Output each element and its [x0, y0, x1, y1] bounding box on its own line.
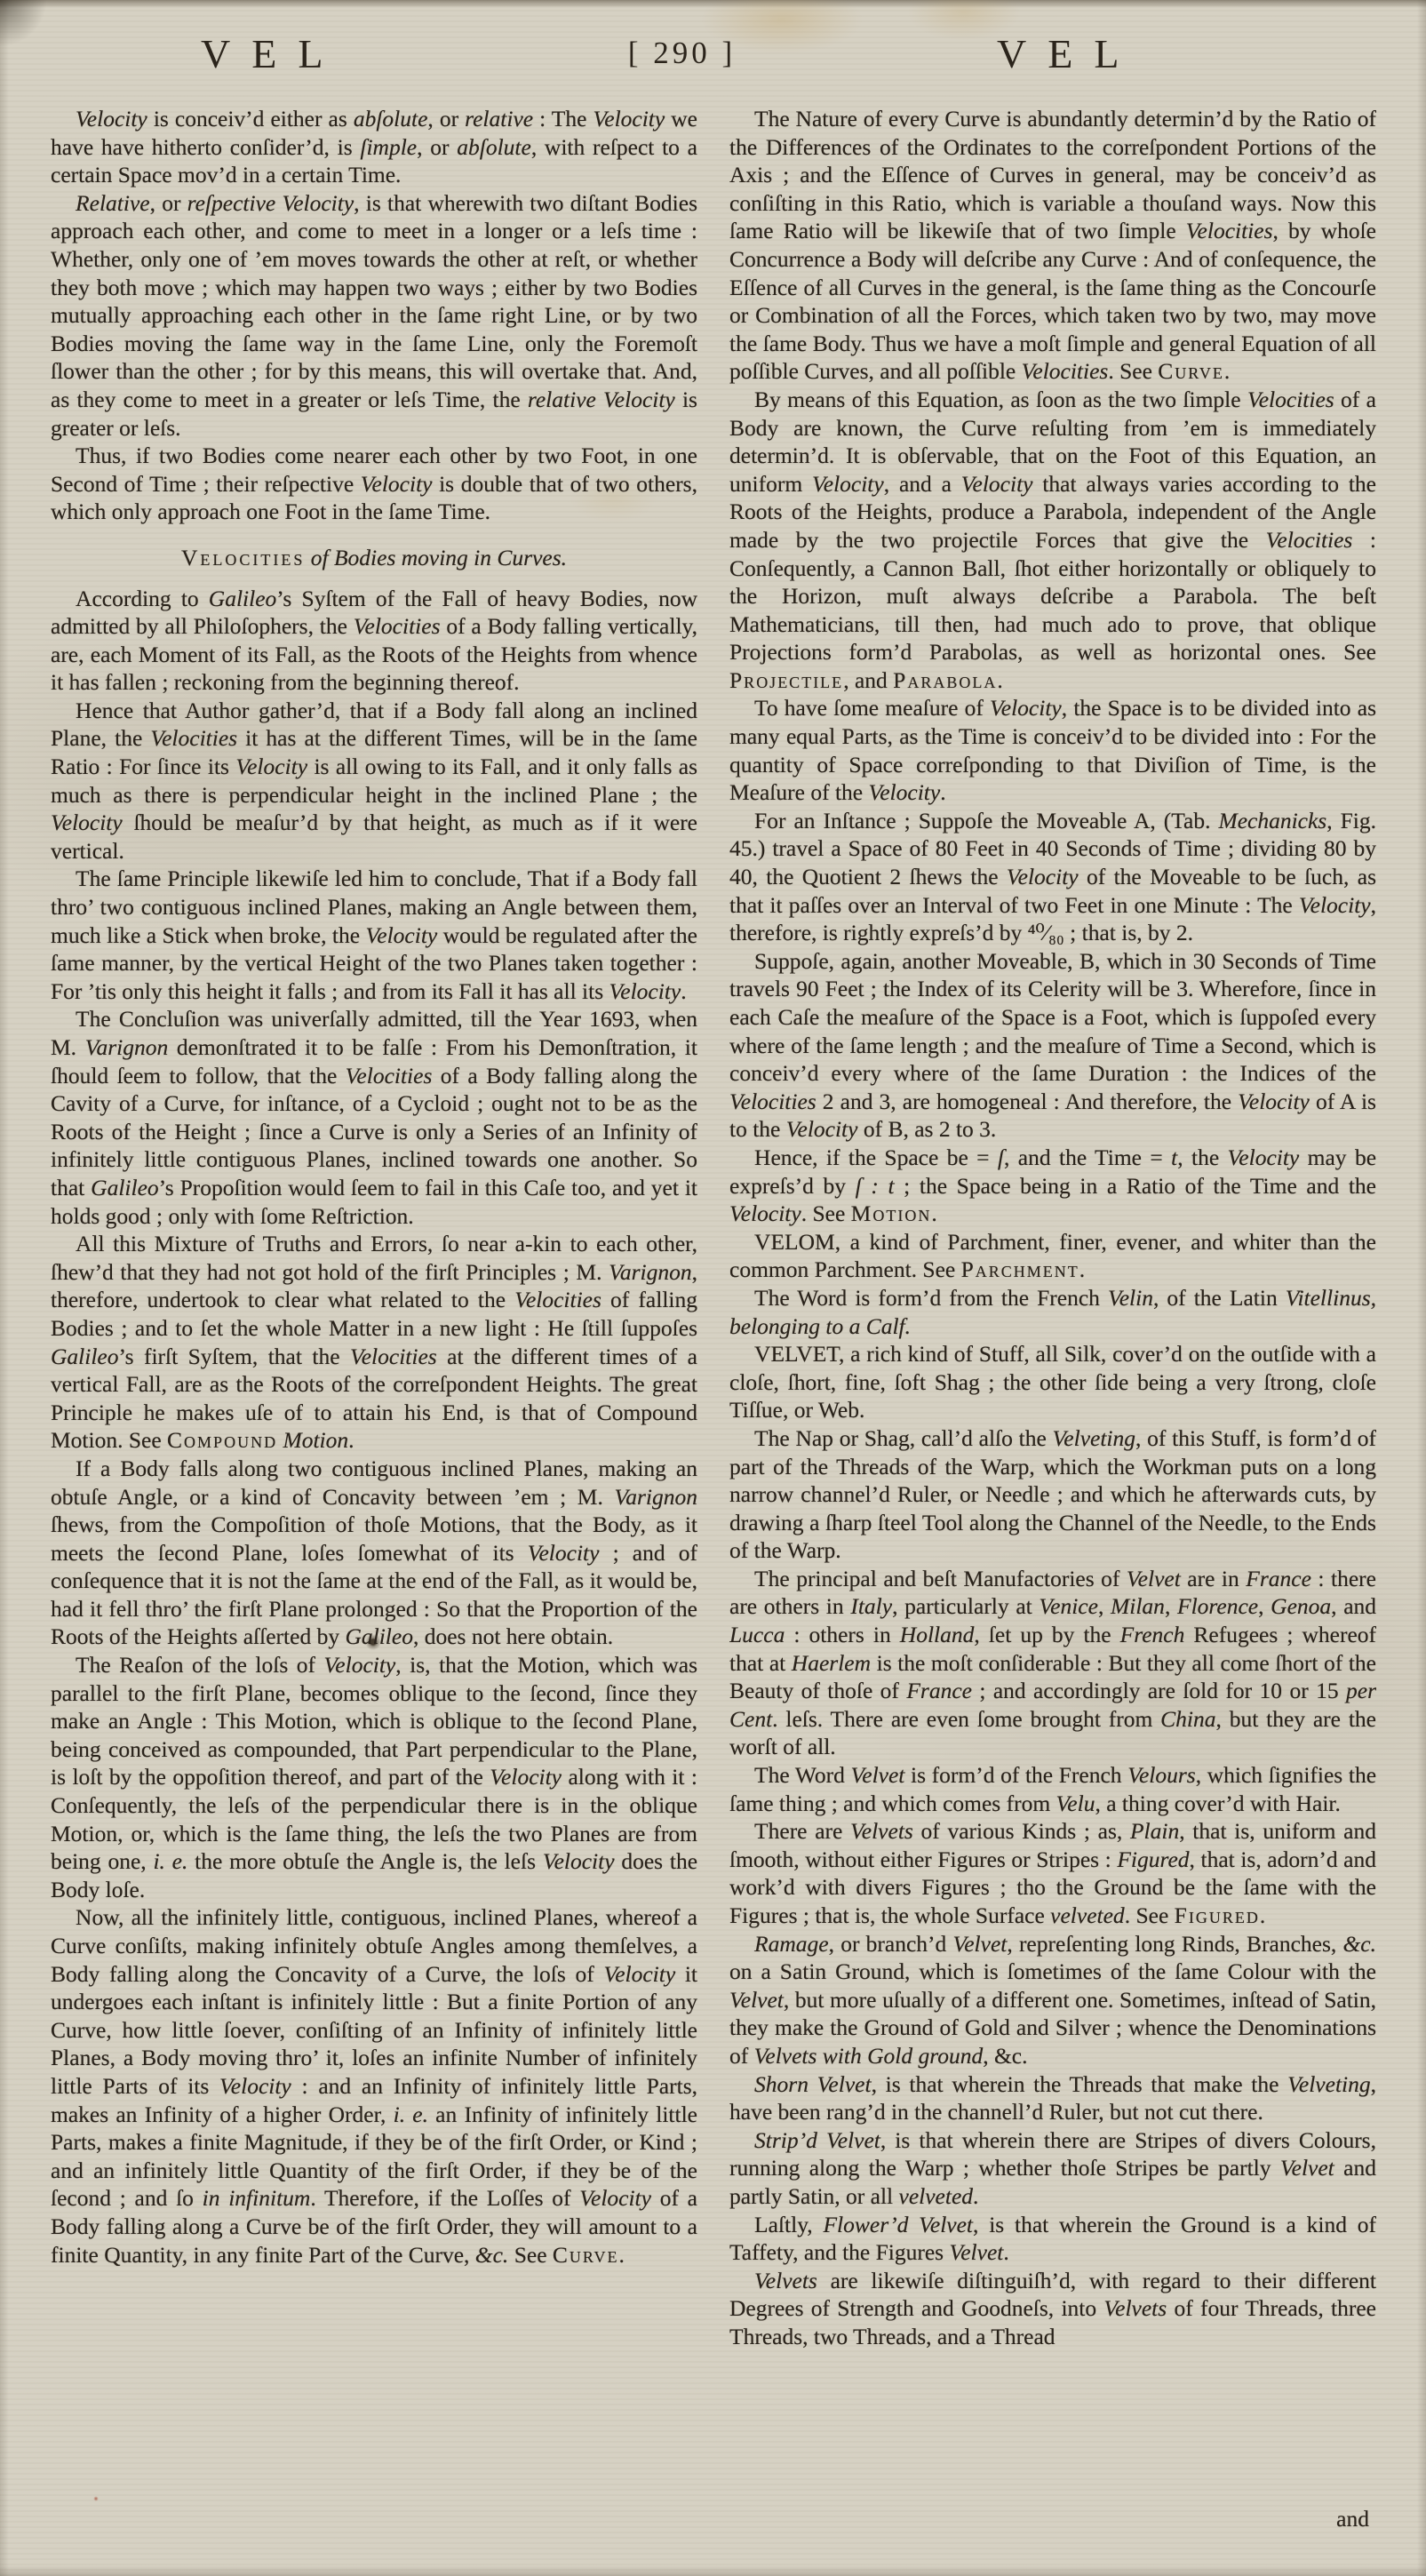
paragraph: If a Body falls along two contiguous inclined Planes, making an obtuſe Angle, or a kind of Concavity between ’em ; M. Varignon ſhews, from the Compoſition of thoſe Motions, that the Body, as it meets the ſecond Plane, loſes ſomewhat of its Velocity ; and of conſequence that it is not the ſame at the end of the Fall, as it would be, had it fell thro’ the firſt Plane prolonged : So that the Proportion of the Roots of the Heights aſſerted by Galileo, does not here obtain. [51, 1455, 697, 1650]
paragraph: VELOM, a kind of Parchment, finer, evener, and whiter than the common Parchment. See Parchment. [729, 1228, 1376, 1283]
paragraph: Hence that Author gather’d, that if a Body fall along an inclined Plane, the Velocities it has at the different Times, will be in the ſame Ratio : For ſince its Velocity is all owing to its Fall, and it only falls as much as there is perpendicular height in the inclined Plane ; the Velocity ſhould be meaſur’d by that height, as much as if it were vertical. [51, 697, 697, 864]
paragraph: Velvets are likewiſe diſtinguiſh’d, with regard to their different Degrees of Strength and Goodneſs, into Velvets of four Threads, three Threads, two Threads, and a Thread [729, 2267, 1376, 2349]
text-columns [51, 105, 1376, 2540]
paragraph: To have ſome meaſure of Velocity, the Space is to be divided into as many equal Parts, as the Time is conceiv’d to be divided into : For the quantity of Space correſponding to that Diviſion of Time, is the Meaſure of the Velocity. [729, 695, 1376, 806]
header-right-word: VEL [997, 31, 1141, 76]
header-left-word: VEL [201, 31, 345, 76]
paragraph: Now, all the infinitely little, contiguous, inclined Planes, whereof a Curve conſiſts, making infinitely obtuſe Angles among themſelves, a Body falling along the Concavity of a Curve, the loſs of Velocity it undergoes each inſtant is infinitely little : But a finite Portion of any Curve, how little ſoever, conſiſting of an Infinity of infinitely little Planes, a Body moving thro’ it, loſes an infinite Number of infinitely little Parts of its Velocity : and an Infinity of infinitely little Parts, makes an Infinity of a higher Order, i. e. an Infinity of infinitely little Parts, makes a finite Magnitude, if they be of the firſt Order, or Kind ; and an infinitely little Quantity of the firſt Order, if they be of the ſecond ; and ſo in infinitum. Therefore, if the Loſſes of Velocity of a Body falling along a Curve be of the firſt Order, they will amount to a finite Quantity, in any finite Part of the Curve, &c. See Curve. [51, 1904, 697, 2268]
paragraph: Laſtly, Flower’d Velvet, is that wherein the Ground is a kind of Taffety, and the Figures Velvet. [729, 2211, 1376, 2266]
paragraph: Relative, or reſpective Velocity, is that wherewith two diſtant Bodies approach each other, and come to meet in a longer or a leſs time : Whether, only one of ’em moves towards the other at reſt, or whether they both move ; which may happen two ways ; either by two Bodies mutually approaching each other in the ſame right Line, or by two Bodies moving the ſame way in the ſame Line, only the Foremoſt ſlower than the other ; for by this means, this will overtake that. And, as they come to meet in a greater or leſs Time, the relative Velocity is greater or leſs. [51, 189, 697, 441]
paragraph: There are Velvets of various Kinds ; as, Plain, that is, uniform and ſmooth, without either Figures or Stripes : Figured, that is, adorn’d and work’d with divers Figures ; tho the Ground be the ſame with the Figures ; that is, the whole Surface velveted. See Figured. [729, 1818, 1376, 1928]
paragraph: The Reaſon of the loſs of Velocity, is, that the Motion, which was parallel to the firſt Plane, becomes oblique to the ſecond, ſince they make an Angle : This Motion, which is oblique to the ſecond Plane, being conceived as compounded, that Part perpendicular to the Plane, is loſt by the oppoſition thereof, and part of the Velocity along with it : Conſequently, the leſs of the perpendicular there is in the oblique Motion, or, which is the ſame thing, the leſs the two Planes are from being one, i. e. the more obtuſe the Angle is, the leſs Velocity does the Body loſe. [51, 1652, 697, 1902]
page-number: [ 290 ] [627, 36, 737, 70]
paragraph: According to Galileo’s Syſtem of the Fall of heavy Bodies, now admitted by all Philoſophers, the Velocities of a Body falling vertically, are, each Moment of its Fall, as the Roots of the Heights from whence it has fallen ; reckoning from the beginning thereof. [51, 585, 697, 696]
paragraph: By means of this Equation, as ſoon as the two ſimple Velocities of a Body are known, the Curve reſulting from ’em is immediately determin’d. It is obſervable, that on the Foot of this Equation, an uniform Velocity, and a Velocity that always varies according to the Roots of the Heights, produce a Parabola, independent of the Angle made by the two projectile Forces that give the Velocities : Conſequently, a Cannon Ball, ſhot either horizontally or obliquely to the Horizon, muſt always deſcribe a Parabola. The beſt Mathematicians, till then, had much ado to prove, that oblique Projections form’d Parabolas, as well as horizontal ones. See Projectile, and Parabola. [729, 386, 1376, 693]
paragraph: Velocity is conceiv’d either as abſolute, or relative : The Velocity we have have hitherto conſider’d, is ſimple, or abſolute, with reſpect to a certain Space mov’d in a certain Time. [51, 106, 697, 188]
paragraph: The Nap or Shag, call’d alſo the Velveting, of this Stuff, is form’d of part of the Threads of the Warp, which the Workman puts on a long narrow channel’d Ruler, or Needle ; and which he afterwards cuts, by drawing a ſharp ſteel Tool along the Channel of the Needle, to the Ends of the Warp. [729, 1424, 1376, 1564]
right-column [729, 105, 1376, 2540]
paragraph: Ramage, or branch’d Velvet, repreſenting long Rinds, Branches, &c. on a Satin Ground, which is ſometimes of the ſame Colour with the Velvet, but more uſually of a different one. Sometimes, inſtead of Satin, they make the Ground of Gold and Silver ; whence the Denominations of Velvets with Gold ground, &c. [729, 1930, 1376, 2069]
paragraph: The Nature of every Curve is abundantly determin’d by the Ratio of the Differences of the Ordinates to the correſpondent Portions of the Axis ; and the Eſſence of Curves in general, may be conceiv’d as conſiſting in this Ratio, which is variable a thouſand ways. Now this ſame Ratio will be likewiſe that of two ſimple Velocities, by whoſe Concurrence a Body will deſcribe any Curve : And of conſequence, the Eſſence of all Curves in the general, is the ſame thing as the Concourſe or Combination of all the Forces, which taken two by two, may move the ſame Body. Thus we have a moſt ſimple and general Equation of all poſſible Curves, and all poſſible Velocities. See Curve. [729, 106, 1376, 385]
catchword: and [1336, 2506, 1369, 2532]
paragraph: The principal and beſt Manufactories of Velvet are in France : there are others in Italy, particularly at Venice, Milan, Florence, Genoa, and Lucca : others in Holland, ſet up by the French Refugees ; whereof that at Haerlem is the moſt conſiderable : But they all come ſhort of the Beauty of thoſe of France ; and accordingly are ſold for 10 or 15 per Cent. leſs. There are even ſome brought from China, but they are the worſt of all. [729, 1565, 1376, 1760]
paragraph: The Word is form’d from the French Velin, of the Latin Vitellinus, belonging to a Calf. [729, 1284, 1376, 1339]
paragraph: For an Inſtance ; Suppoſe the Moveable A, (Tab. Mechanicks, Fig. 45.) travel a Space of 80 Feet in 40 Seconds of Time ; dividing 80 by 40, the Quotient 2 ſhews the Velocity of the Moveable to be ſuch, as that it paſſes over an Interval of two Feet in one Minute : The Velocity, therefore, is rightly expreſs’d by ⁴⁰⁄₈₀ ; that is, by 2. [729, 807, 1376, 946]
paragraph: All this Mixture of Truths and Errors, ſo near a-kin to each other, ſhew’d that they had not got hold of the firſt Principles ; M. Varignon, therefore, undertook to clear what related to the Velocities of falling Bodies ; and to ſet the whole Matter in a new light : He ſtill ſuppoſes Galileo’s firſt Syſtem, that the Velocities at the different times of a vertical Fall, are as the Roots of the correſpondent Heights. The great Principle he makes uſe of to attain his End, is that of Compound Motion. See Compound Motion. [51, 1231, 697, 1454]
paragraph: The Concluſion was univerſally admitted, till the Year 1693, when M. Varignon demonſtrated it to be falſe : From his Demonſtration, it ſhould ſeem to follow, that the Velocities of a Body falling along the Cavity of a Curve, for inſtance, of a Cycloid ; ought not to be as the Roots of the Height ; ſince a Curve is only a Series of an Infinity of infinitely little contiguous Planes, inclined towards one another. So that Galileo’s Propoſition would ſeem to fail in this Caſe too, and yet it holds good ; only with ſome Reſtriction. [51, 1006, 697, 1229]
running-header [0, 30, 1426, 84]
paragraph: The Word Velvet is form’d of the French Velours, which ſignifies the ſame thing ; and which comes from Velu, a thing cover’d with Hair. [729, 1762, 1376, 1816]
section-heading: Velocities of Bodies moving in Curves. [180, 544, 568, 570]
paragraph: Strip’d Velvet, is that wherein there are Stripes of divers Colours, running along the Warp ; whether thoſe Stripes be partly Velvet and partly Satin, or all velveted. [729, 2126, 1376, 2209]
paragraph: Thus, if two Bodies come nearer each other by two Foot, in one Second of Time ; their reſpective Velocity is double that of two others, which only approach one Foot in the ſame Time. [51, 443, 697, 525]
paragraph: The ſame Principle likewiſe led him to conclude, That if a Body fall thro’ two contiguous inclined Planes, making an Angle between them, much like a Stick when broke, the Velocity would be regulated after the ſame manner, by the vertical Height of the two Planes taken together : For ’tis only this height it falls ; and from its Fall it has all its Velocity. [51, 865, 697, 1004]
paragraph: Suppoſe, again, another Moveable, B, which in 30 Seconds of Time travels 90 Feet ; the Index of its Celerity will be 3. Wherefore, ſince in each Caſe the meaſure of the Space is a Foot, which is ſuppoſed every where of the ſame length ; and the meaſure of Time a Second, which is conceiv’d every where of the ſame Duration : the Indices of the Velocities 2 and 3, are homogeneal : And therefore, the Velocity of A is to the Velocity of B, as 2 to 3. [729, 947, 1376, 1143]
paragraph: Shorn Velvet, is that wherein the Threads that make the Velveting, have been rang’d in the channell’d Ruler, but not cut there. [729, 2070, 1376, 2125]
paragraph: VELVET, a rich kind of Stuff, all Silk, cover’d on the outſide with a cloſe, ſhort, fine, ſoft Shag ; the other ſide being a very ſtrong, cloſe Tiſſue, or Web. [729, 1341, 1376, 1424]
paragraph: Hence, if the Space be = ſ, and the Time = t, the Velocity may be expreſs’d by ſ : t ; the Space being in a Ratio of the Time and the Velocity. See Motion. [729, 1144, 1376, 1227]
left-column [51, 105, 697, 2540]
